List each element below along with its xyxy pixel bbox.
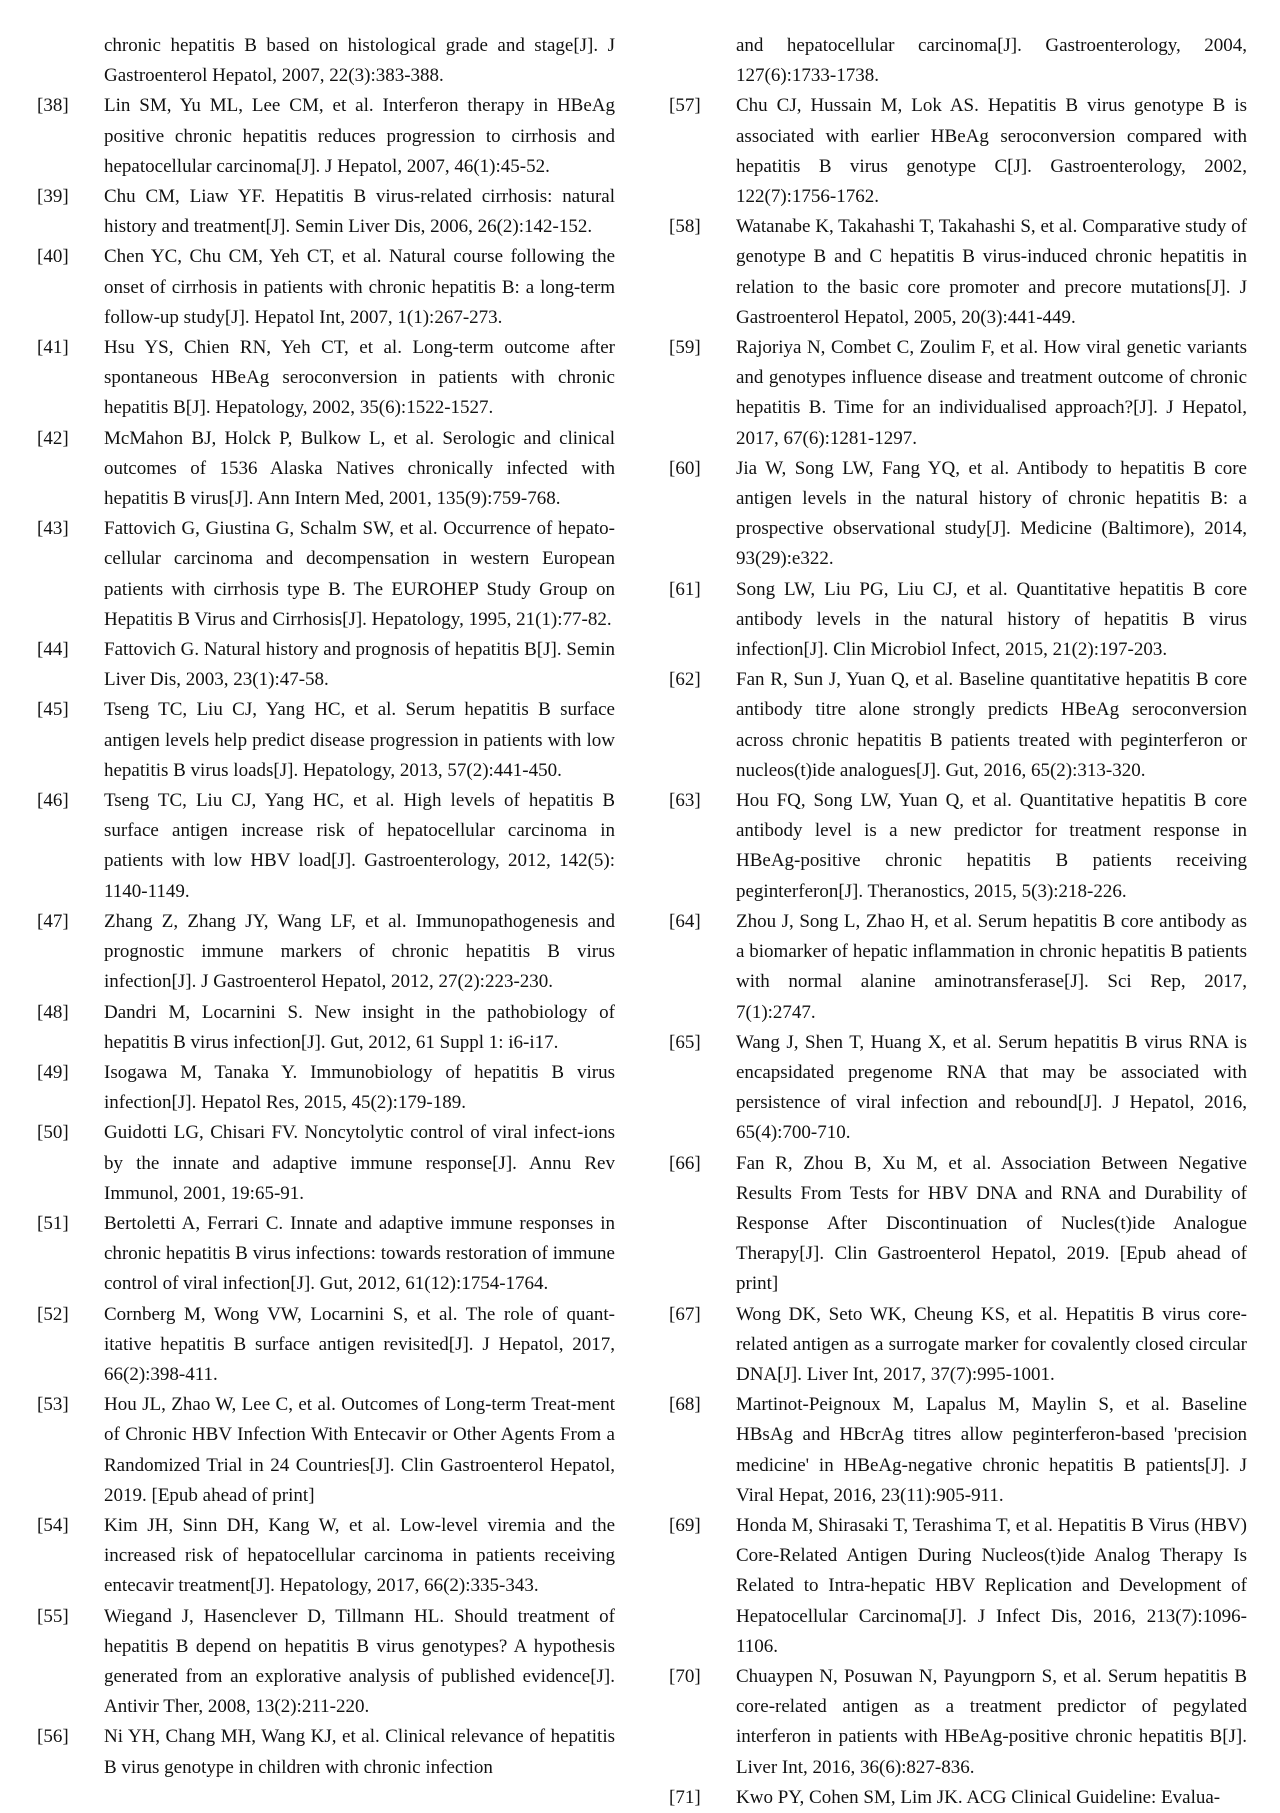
reference-number: [65]	[669, 1031, 701, 1053]
reference-text: McMahon BJ, Holck P, Bulkow L, et al. Serologic and clinical outcomes of 1536 Alaska Natives chronically infected with hepatitis B virus[J]. Ann Intern Med, 2001, 135(9):759-768.	[104, 427, 615, 510]
reference-text: Fattovich G, Giustina G, Schalm SW, et al. Occurrence of hepato-cellular carcinoma and decompensation in western European patients with cirrhosis type B. The EUROHEP Study Group on Hepatitis B Virus and Cirrhosis[J]. Hepatology, 1995, 21(1):77-82.	[104, 518, 615, 630]
reference-number: [60]	[669, 457, 701, 479]
reference-number: [56]	[37, 1726, 69, 1748]
reference-number: [71]	[669, 1786, 701, 1808]
reference-entry	[0, 1300, 615, 1391]
reference-text: Hou JL, Zhao W, Lee C, et al. Outcomes of Long-term Treat-ment of Chronic HBV Infection With Entecavir or Other Agents From a Randomized Trial in 24 Countries[J]. Clin Gastroenterol Hepatol, 2019. [Epub ahead of print]	[104, 1394, 615, 1506]
reference-number: [48]	[37, 1001, 69, 1023]
reference-entry	[0, 907, 615, 998]
reference-text: Chu CM, Liaw YF. Hepatitis B virus-related cirrhosis: natural history and treatment[J]. Semin Liver Dis, 2006, 26(2):142-152.	[104, 186, 615, 238]
reference-entry	[0, 1390, 615, 1511]
reference-number: [62]	[669, 669, 701, 691]
reference-text: Song LW, Liu PG, Liu CJ, et al. Quantitative hepatitis B core antibody levels in the natural history of hepatitis B virus infection[J]. Clin Microbiol Infect, 2015, 21(2):197-203.	[736, 578, 1247, 661]
reference-entry	[640, 1783, 1247, 1813]
reference-number: [46]	[37, 790, 69, 812]
reference-list	[0, 91, 640, 1782]
reference-text: Zhou J, Song L, Zhao H, et al. Serum hepatitis B core antibody as a biomarker of hepatic inflammation in chronic hepatitis B patients with normal alanine aminotransferase[J]. Sci Rep, 2017, 7(1):2747.	[736, 910, 1247, 1023]
reference-entry	[640, 1028, 1247, 1149]
reference-number: [49]	[37, 1061, 69, 1083]
right-column	[640, 31, 1280, 1813]
reference-text: Jia W, Song LW, Fang YQ, et al. Antibody to hepatitis B core antigen levels in the natural history of chronic hepatitis B: a prospective observational study[J]. Medicine (Baltimore), 2014, 93(29):e322.	[736, 457, 1247, 570]
reference-entry	[0, 91, 615, 182]
reference-number: [55]	[37, 1605, 69, 1627]
reference-entry	[640, 907, 1247, 1028]
reference-entry	[0, 1722, 615, 1782]
reference-number: [53]	[37, 1394, 69, 1416]
reference-entry	[0, 1511, 615, 1602]
reference-number: [61]	[669, 578, 701, 600]
reference-number: [52]	[37, 1303, 69, 1325]
reference-text: Fattovich G. Natural history and prognosis of hepatitis B[J]. Semin Liver Dis, 2003, 23(1):47-58.	[104, 639, 615, 691]
reference-text: Fan R, Sun J, Yuan Q, et al. Baseline quantitative hepatitis B core antibody titre alone strongly predicts HBeAg seroconversion across chronic hepatitis B patients treated with peginterferon or nucleos(t)ide analogues[J]. Gut, 2016, 65(2):313-320.	[736, 669, 1247, 781]
reference-text: Rajoriya N, Combet C, Zoulim F, et al. How viral genetic variants and genotypes influence disease and treatment outcome of chronic hepatitis B. Time for an individualised approach?[J]. J Hepatol, 2017, 67(6):1281-1297.	[736, 337, 1247, 449]
reference-number: [41]	[37, 337, 69, 359]
reference-number: [58]	[669, 216, 701, 238]
reference-text: Tseng TC, Liu CJ, Yang HC, et al. High levels of hepatitis B surface antigen increase risk of hepatocellular carcinoma in patients with low HBV load[J]. Gastroenterology, 2012, 142(5): 1140-1149.	[104, 790, 615, 902]
reference-entry	[640, 212, 1247, 333]
reference-text: Wiegand J, Hasenclever D, Tillmann HL. Should treatment of hepatitis B depend on hepatitis B virus genotypes? A hypothesis generated from an explorative analysis of published evidence[J]. Antivir Ther, 2008, 13(2):211-220.	[104, 1605, 615, 1718]
reference-number: [47]	[37, 910, 69, 932]
reference-entry	[0, 182, 615, 242]
reference-number: [38]	[37, 95, 69, 117]
reference-number: [68]	[669, 1394, 701, 1416]
reference-entry	[0, 514, 615, 635]
reference-text: Guidotti LG, Chisari FV. Noncytolytic control of viral infect-ions by the innate and adaptive immune response[J]. Annu Rev Immunol, 2001, 19:65-91.	[104, 1122, 615, 1204]
reference-text: Fan R, Zhou B, Xu M, et al. Association Between Negative Results From Tests for HBV DNA and RNA and Durability of Response After Discontinuation of Nucles(t)ide Analogue Therapy[J]. Clin Gastroenterol Hepatol, 2019. [Epub ahead of print]	[736, 1152, 1247, 1295]
reference-text: Ni YH, Chang MH, Wang KJ, et al. Clinical relevance of hepatitis B virus genotype in children with chronic infection	[104, 1726, 615, 1778]
reference-text: Wong DK, Seto WK, Cheung KS, et al. Hepatitis B virus core-related antigen as a surrogate marker for covalently closed circular DNA[J]. Liver Int, 2017, 37(7):995-1001.	[736, 1303, 1247, 1385]
reference-number: [39]	[37, 186, 69, 208]
reference-number: [63]	[669, 790, 701, 812]
reference-entry	[0, 424, 615, 515]
reference-number: [54]	[37, 1514, 69, 1536]
reference-text: Lin SM, Yu ML, Lee CM, et al. Interferon therapy in HBeAg positive chronic hepatitis reduces progression to cirrhosis and hepatocellular carcinoma[J]. J Hepatol, 2007, 46(1):45-52.	[104, 95, 615, 177]
reference-entry	[640, 665, 1247, 786]
reference-entry	[0, 1209, 615, 1300]
reference-entry	[0, 635, 615, 695]
reference-number: [69]	[669, 1514, 701, 1536]
reference-entry	[0, 1118, 615, 1209]
reference-text: Chuaypen N, Posuwan N, Payungporn S, et al. Serum hepatitis B core-related antigen as a treatment predictor of pegylated interferon in patients with HBeAg-positive chronic hepatitis B[J]. Liver Int, 2016, 36(6):827-836.	[736, 1665, 1247, 1778]
reference-text: Wang J, Shen T, Huang X, et al. Serum hepatitis B virus RNA is encapsidated pregenome RNA that may be associated with persistence of viral infection and rebound[J]. J Hepatol, 2016, 65(4):700-710.	[736, 1031, 1247, 1144]
reference-continuation: chronic hepatitis B based on histological grade and stage[J]. J Gastroenterol Hepatol, 2007, 22(3):383-388.	[104, 35, 615, 87]
reference-number: [66]	[669, 1152, 701, 1174]
reference-entry	[0, 695, 615, 786]
reference-list	[640, 91, 1280, 1813]
reference-number: [57]	[669, 95, 701, 117]
reference-entry	[640, 1149, 1247, 1300]
reference-entry	[640, 91, 1247, 212]
reference-entry	[640, 1390, 1247, 1511]
reference-text: Cornberg M, Wong VW, Locarnini S, et al. The role of quant-itative hepatitis B surface antigen revisited[J]. J Hepatol, 2017, 66(2):398-411.	[104, 1303, 615, 1385]
reference-text: Bertoletti A, Ferrari C. Innate and adaptive immune responses in chronic hepatitis B virus infections: towards restoration of immune control of viral infection[J]. Gut, 2012, 61(12):1754-1764.	[104, 1212, 615, 1295]
reference-text: Isogawa M, Tanaka Y. Immunobiology of hepatitis B virus infection[J]. Hepatol Res, 2015, 45(2):179-189.	[104, 1061, 615, 1114]
reference-entry	[640, 454, 1247, 575]
reference-text: Chen YC, Chu CM, Yeh CT, et al. Natural course following the onset of cirrhosis in patients with chronic hepatitis B: a long-term follow-up study[J]. Hepatol Int, 2007, 1(1):267-273.	[104, 246, 615, 328]
reference-text: Kim JH, Sinn DH, Kang W, et al. Low-level viremia and the increased risk of hepatocellular carcinoma in patients receiving entecavir treatment[J]. Hepatology, 2017, 66(2):335-343.	[104, 1514, 615, 1597]
reference-number: [45]	[37, 699, 69, 721]
reference-text: Hou FQ, Song LW, Yuan Q, et al. Quantitative hepatitis B core antibody level is a new predictor for treatment response in HBeAg-positive chronic hepatitis B patients receiving peginterferon[J]. Theranostics, 2015, 5(3):218-226.	[736, 790, 1247, 902]
reference-number: [67]	[669, 1303, 701, 1325]
reference-number: [50]	[37, 1122, 69, 1144]
left-column	[0, 31, 640, 1783]
reference-number: [40]	[37, 246, 69, 268]
reference-number: [70]	[669, 1665, 701, 1687]
reference-text: Hsu YS, Chien RN, Yeh CT, et al. Long-term outcome after spontaneous HBeAg seroconversion in patients with chronic hepatitis B[J]. Hepatology, 2002, 35(6):1522-1527.	[104, 337, 615, 419]
reference-entry	[640, 1662, 1247, 1783]
reference-entry	[0, 242, 615, 333]
reference-entry	[640, 1511, 1247, 1662]
reference-number: [42]	[37, 427, 69, 449]
reference-text: Watanabe K, Takahashi T, Takahashi S, et al. Comparative study of genotype B and C hepatitis B virus-induced chronic hepatitis in relation to the basic core promoter and precore mutations[J]. J Gastroenterol Hepatol, 2005, 20(3):441-449.	[736, 216, 1247, 328]
reference-entry	[0, 1602, 615, 1723]
reference-number: [59]	[669, 337, 701, 359]
reference-text: Zhang Z, Zhang JY, Wang LF, et al. Immunopathogenesis and prognostic immune markers of chronic hepatitis B virus infection[J]. J Gastroenterol Hepatol, 2012, 27(2):223-230.	[104, 910, 615, 993]
reference-text: Dandri M, Locarnini S. New insight in the pathobiology of hepatitis B virus infection[J]. Gut, 2012, 61 Suppl 1: i6-i17.	[104, 1001, 615, 1053]
reference-entry	[0, 786, 615, 907]
reference-text: Chu CJ, Hussain M, Lok AS. Hepatitis B virus genotype B is associated with earlier HBeAg seroconversion compared with hepatitis B virus genotype C[J]. Gastroenterology, 2002, 122(7):1756-1762.	[736, 95, 1247, 208]
reference-text: Martinot-Peignoux M, Lapalus M, Maylin S, et al. Baseline HBsAg and HBcrAg titres allow peginterferon-based 'precision medicine' in HBeAg-negative chronic hepatitis B patients[J]. J Viral Hepat, 2016, 23(11):905-911.	[736, 1394, 1247, 1506]
reference-text: Tseng TC, Liu CJ, Yang HC, et al. Serum hepatitis B surface antigen levels help predict disease progression in patients with low hepatitis B virus loads[J]. Hepatology, 2013, 57(2):441-450.	[104, 699, 615, 781]
reference-text: Kwo PY, Cohen SM, Lim JK. ACG Clinical Guideline: Evalua-	[736, 1786, 1221, 1808]
reference-entry	[640, 1300, 1247, 1391]
reference-entry	[640, 333, 1247, 454]
reference-entry	[0, 1058, 615, 1118]
reference-entry	[640, 786, 1247, 907]
reference-text: Honda M, Shirasaki T, Terashima T, et al. Hepatitis B Virus (HBV) Core-Related Antigen During Nucleos(t)ide Analog Therapy Is Related to Intra-hepatic HBV Replication and Development of Hepatocellular Carcinoma[J]. J Infect Dis, 2016, 213(7):1096-1106.	[736, 1514, 1247, 1657]
reference-number: [51]	[37, 1212, 69, 1234]
reference-continuation: and hepatocellular carcinoma[J]. Gastroenterology, 2004, 127(6):1733-1738.	[736, 35, 1247, 87]
reference-number: [43]	[37, 518, 69, 540]
reference-number: [64]	[669, 910, 701, 932]
reference-entry	[0, 998, 615, 1058]
reference-number: [44]	[37, 639, 69, 661]
reference-entry	[0, 333, 615, 424]
reference-entry	[640, 575, 1247, 666]
